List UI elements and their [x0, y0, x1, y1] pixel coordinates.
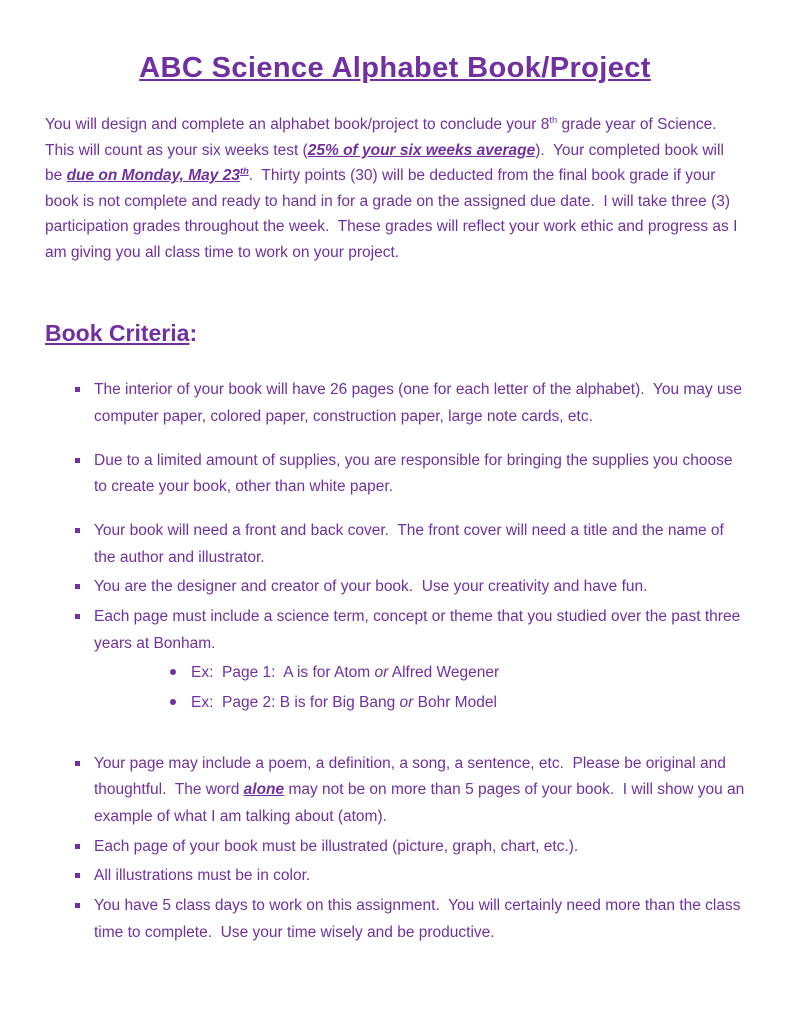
- list-item-text: [94, 578, 647, 595]
- square-bullet-icon: [75, 873, 80, 878]
- circle-bullet-icon: [170, 699, 176, 705]
- text-run: All illustrations must be in color.: [94, 867, 311, 885]
- text-run: Your book will need a front and back cover. The front cover will need a title and the name of the author and illustrator.: [94, 522, 729, 566]
- text-run: may not be on more than 5 pages of your book. I will show you an example of what I am talking about (atom).: [94, 781, 749, 825]
- square-bullet-icon: [75, 458, 80, 463]
- list-item: [73, 893, 745, 946]
- text-run: Alfred Wegener: [388, 664, 500, 682]
- list-item: [73, 751, 749, 831]
- text-run: You will design and complete an alphabet book/project to conclude your 8: [45, 116, 550, 133]
- square-bullet-icon: [75, 844, 80, 849]
- list-item-text: [191, 694, 497, 711]
- square-bullet-icon: [75, 761, 80, 766]
- list-item-text: [94, 867, 310, 884]
- text-run: Ex: Page 2: B is for Big Bang: [191, 693, 400, 711]
- text-run: . Thirty points (30) will be deducted from the final book grade if your book is not complete and ready to hand in for a grade on the assigned due date. I will take three (3) participation grades throughout the week. These grades will reflect your work ethic and progress as I am giving you all class time to work on your project.: [45, 167, 742, 261]
- list-item: [73, 604, 745, 657]
- text-run: Your page may include a poem, a definition, a song, a sentence, etc. Please be original and thoughtful. The word: [94, 754, 731, 799]
- list-item-text: [94, 755, 749, 825]
- text-run: ). Your completed book will be: [45, 141, 729, 185]
- list-item-text: [191, 664, 499, 681]
- list-item-text: [94, 452, 737, 496]
- text-run: You have 5 class days to work on this assignment. You will certainly need more than the class time to complete. Use your time wisely and be productive.: [94, 896, 745, 941]
- text-run: th: [549, 114, 558, 125]
- list-item: [73, 448, 745, 501]
- list-item: [73, 377, 745, 430]
- square-bullet-icon: [75, 584, 80, 589]
- section-heading-colon: :: [189, 320, 198, 347]
- sub-list-item: [158, 660, 745, 687]
- text-run: th: [239, 165, 249, 176]
- section-heading-text: Book Criteria: [45, 320, 190, 347]
- list-item-text: [94, 381, 746, 425]
- sub-list-item: [158, 690, 745, 717]
- text-run: Ex: Page 1: A is for Atom: [191, 664, 375, 682]
- square-bullet-icon: [75, 903, 80, 908]
- list-item-text: [94, 522, 728, 566]
- square-bullet-icon: [75, 387, 80, 392]
- square-bullet-icon: [75, 614, 80, 619]
- square-bullet-icon: [75, 528, 80, 533]
- list-item-text: [94, 838, 578, 855]
- text-run: Each page must include a science term, concept or theme that you studied over the past three years at Bonham.: [94, 607, 745, 652]
- text-run: alone: [243, 781, 285, 799]
- list-item: [73, 834, 745, 861]
- list-item: [73, 574, 745, 601]
- page-title: ABC Science Alphabet Book/Project: [139, 52, 651, 84]
- intro-paragraph: [45, 112, 745, 265]
- text-run: Due to a limited amount of supplies, you are responsible for bringing the supplies you choose to create your book, other than white paper.: [94, 451, 737, 496]
- text-run: The interior of your book will have 26 pages (one for each letter of the alphabet). You may use computer paper, colored paper, construction paper, large note cards, etc.: [94, 381, 747, 426]
- list-item-text: [94, 897, 745, 941]
- section-heading: [45, 320, 745, 347]
- text-run: Bohr Model: [413, 693, 497, 711]
- text-run: Each page of your book must be illustrated (picture, graph, chart, etc.).: [94, 837, 579, 855]
- list-item: [73, 518, 745, 571]
- text-run: due on Monday, May 23: [66, 167, 240, 185]
- text-run: or: [374, 664, 389, 682]
- criteria-list: [45, 377, 749, 946]
- text-run: or: [399, 693, 414, 711]
- list-item-text: [94, 608, 745, 652]
- text-run: You are the designer and creator of your book. Use your creativity and have fun.: [94, 578, 648, 596]
- text-run: 25% of your six weeks average: [307, 141, 536, 159]
- list-item: [73, 863, 745, 890]
- circle-bullet-icon: [170, 669, 176, 675]
- text-run: grade year of Science. This will count as your six weeks test (: [45, 116, 725, 159]
